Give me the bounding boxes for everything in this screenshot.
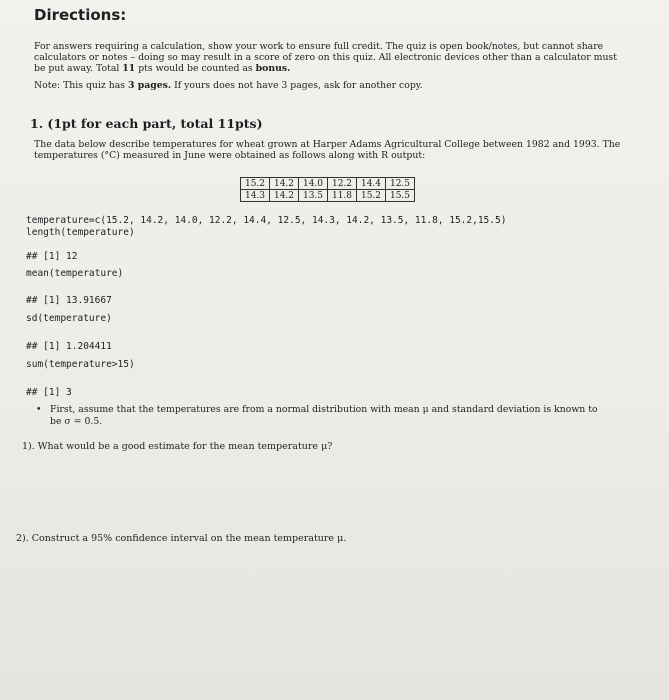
bullet-text-line-1: First, assume that the temperatures are from a normal distribution with mean μ and standard deviation is known to bbox=[50, 404, 598, 415]
table-cell: 15.2 bbox=[357, 190, 386, 202]
part-1-question: 1). What would be a good estimate for the mean temperature μ? bbox=[22, 441, 333, 452]
note-mid: This quiz has bbox=[63, 80, 128, 91]
temperature-table bbox=[240, 177, 415, 202]
bullet-text-line-2: be σ = 0.5. bbox=[50, 415, 103, 427]
table-cell: 11.8 bbox=[328, 190, 357, 202]
r-code-line: mean(temperature) bbox=[26, 268, 124, 279]
bullet-point: • bbox=[36, 404, 42, 415]
table-row bbox=[241, 178, 415, 190]
note-line bbox=[34, 80, 423, 91]
r-output-line: ## [1] 13.91667 bbox=[26, 295, 112, 306]
directions-line-3-mid: pts would be counted as bbox=[135, 63, 256, 74]
bullet-text bbox=[50, 404, 650, 427]
table-cell: 15.2 bbox=[241, 178, 270, 190]
note-label: Note: bbox=[34, 80, 64, 91]
table-cell: 14.2 bbox=[270, 178, 299, 190]
table-cell: 14.0 bbox=[299, 178, 328, 190]
r-output-line: ## [1] 12 bbox=[26, 251, 78, 262]
note-end: If yours does not have 3 pages, ask for another copy. bbox=[171, 80, 423, 91]
table-cell: 14.2 bbox=[270, 190, 299, 202]
table-cell: 12.5 bbox=[386, 178, 415, 190]
r-code-line: temperature=c(15.2, 14.2, 14.0, 12.2, 14.4, 12.5, 14.3, 14.2, 13.5, 11.8, 15.2,15.5) bbox=[26, 215, 507, 226]
question-1-desc-line-1: The data below describe temperatures for wheat grown at Harper Adams Agricultural College between 1982 and 1993. The bbox=[34, 139, 621, 150]
directions-line-3-start: be put away. Total bbox=[34, 63, 123, 74]
part-2-question: 2). Construct a 95% confidence interval on the mean temperature μ. bbox=[16, 533, 347, 544]
total-points: 11 bbox=[122, 63, 136, 74]
table-cell: 12.2 bbox=[328, 178, 357, 190]
table-row bbox=[241, 190, 415, 202]
bonus-word: bonus. bbox=[255, 63, 291, 74]
question-1-title: 1. (1pt for each part, total 11pts) bbox=[30, 116, 263, 131]
r-output-line: ## [1] 3 bbox=[26, 387, 72, 398]
directions-line-2: calculators or notes – doing so may result in a score of zero on this quiz. All electronic devices other than a calculator must bbox=[34, 52, 617, 63]
question-1-desc-line-2: temperatures (°C) measured in June were obtained as follows along with R output: bbox=[34, 150, 426, 161]
r-output-line: ## [1] 1.204411 bbox=[26, 341, 112, 352]
note-pages: 3 pages. bbox=[127, 80, 172, 91]
table-cell: 14.4 bbox=[357, 178, 386, 190]
table-cell: 13.5 bbox=[299, 190, 328, 202]
directions-heading: Directions: bbox=[34, 6, 127, 24]
r-code-line: sd(temperature) bbox=[26, 313, 112, 324]
table-cell: 14.3 bbox=[241, 190, 270, 202]
r-code-line: sum(temperature>15) bbox=[26, 359, 135, 370]
directions-line-3 bbox=[34, 63, 290, 74]
table-cell: 15.5 bbox=[386, 190, 415, 202]
r-code-line: length(temperature) bbox=[26, 227, 135, 238]
directions-line-1: For answers requiring a calculation, show your work to ensure full credit. The quiz is open book/notes, but cannot share bbox=[34, 41, 604, 52]
